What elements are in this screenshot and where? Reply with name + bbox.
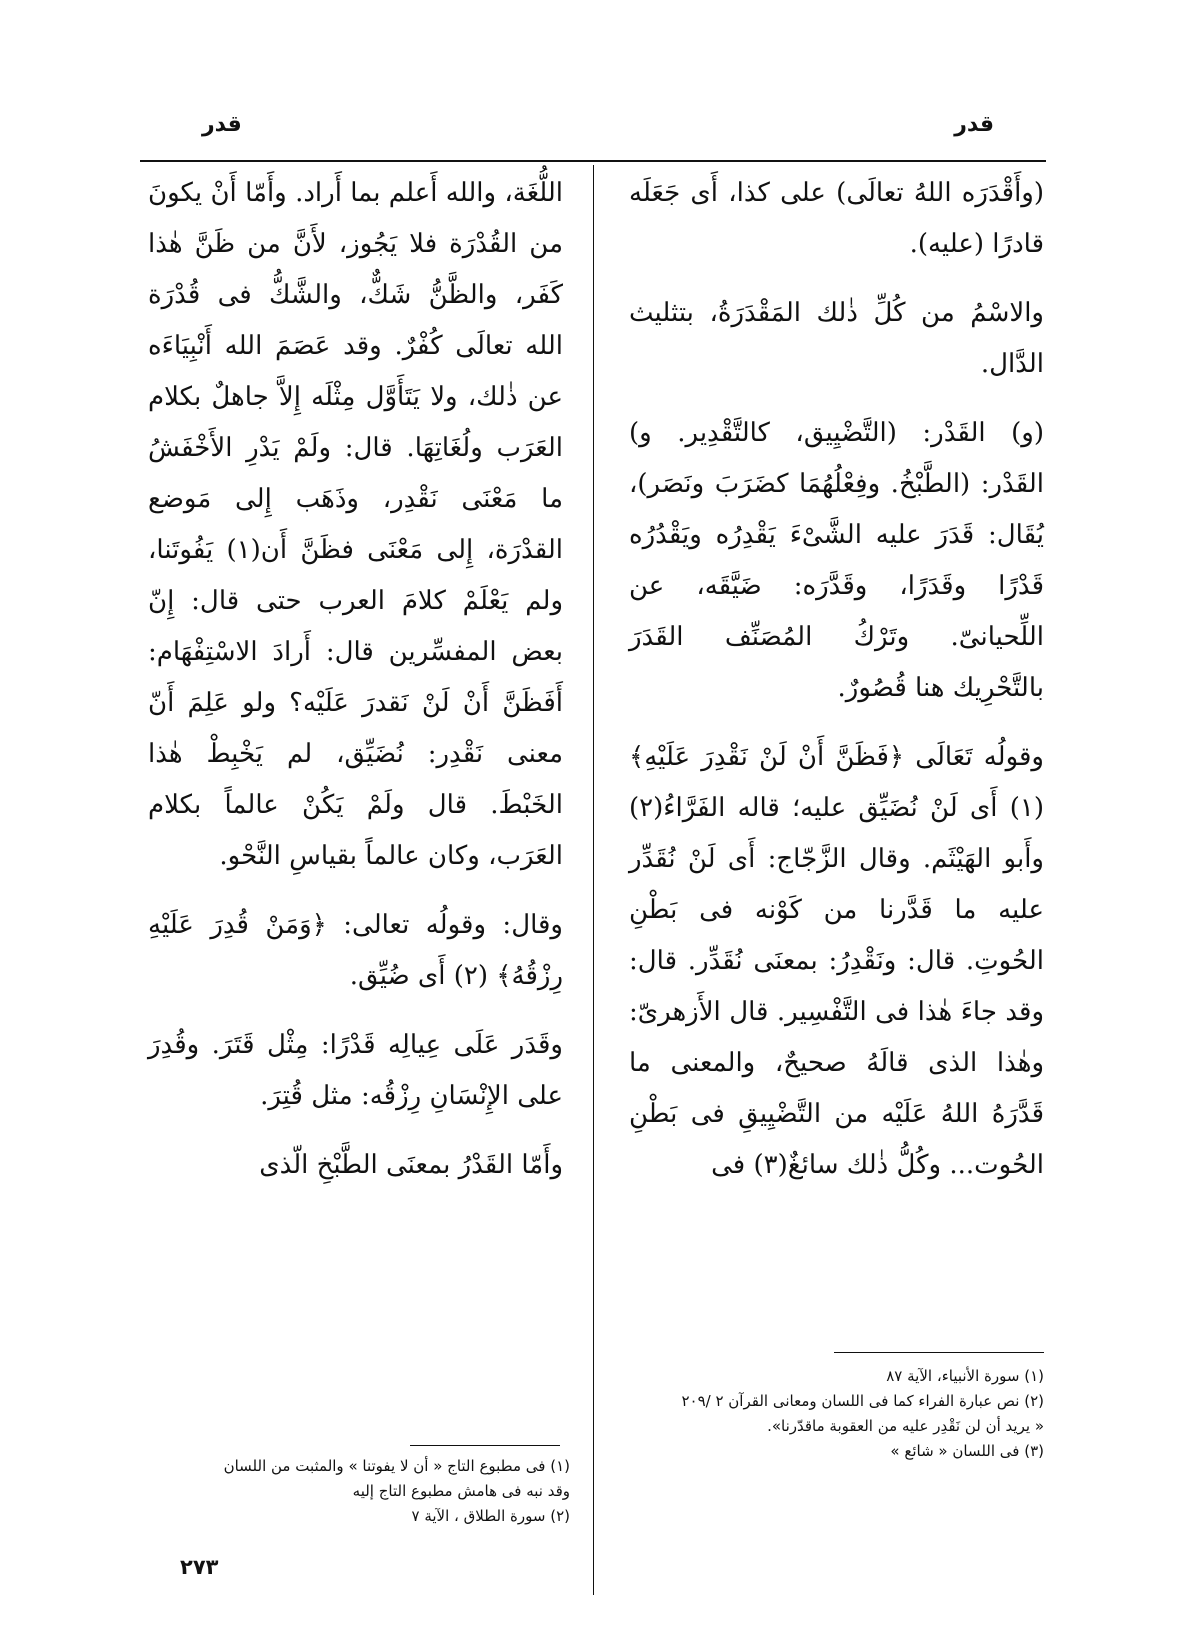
footnote: وقد نبه فى هامش مطبوع التاج إليه (352, 1482, 570, 1500)
paragraph: وقولُه تَعَالَى ﴿فَظَنَّ أَنْ لَنْ نَقْدِرَ عَلَيْهِ﴾ (١) أَى لَنْ نُضَيِّق عليه؛ قاله الفَرَّاءُ(٢) وأَبو الهَيْثَم. وقال الزَّجّاج: أَى لَنْ نُقَدِّر عليه ما قَدَّرنا من كَوْنه فى بَطْنِ الحُوتِ. قال: ونَقْدِرُ: بمعنَى نُقَدِّر. قال: وقد جاءَ هٰذا فى التَّفْسِير. قال الأَزهرىّ: وهٰذا الذى قالَهُ صحيحٌ، والمعنى ما قَدَّرَهُ اللهُ عَلَيْه من التَّضْيِيقِ فى بَطْنِ الحُوت... وكُلُّ ذٰلك سائغٌ(٣) فى (629, 742, 1044, 1180)
left-column (148, 168, 563, 1191)
paragraph: اللُّغَة، والله أَعلم بما أَراد. وأَمّا أَنْ يكونَ من القُدْرَة فلا يَجُوز، لأَنَّ من ظَنَّ هٰذا كَفَر، والظَّنُّ شَكٌّ، والشَّكُّ فى قُدْرَة الله تعالَى كُفْرٌ. وقد عَصَمَ الله أَنْبِيَاءَه عن ذٰلك، ولا يَتَأَوَّل مِثْلَه إِلاَّ جاهلٌ بكلام العَرَب ولُغَاتِهَا. قال: ولَمْ يَدْرِ الأَخْفَشُ ما مَعْنَى نَقْدِر، وذَهَب إِلى مَوضع القدْرَة، إِلى مَعْنَى فظَنَّ أَن(١) يَفُوتَنا، ولم يَعْلَمْ كلامَ العرب حتى قال: إِنّ بعض المفسِّرين قال: أَرادَ الاسْتِفْهَام: أَفَظَنَّ أَنْ لَنْ نَقدرَ عَلَيْه؟ ولو عَلِمَ أَنّ معنى نَقْدِر: نُضَيِّق، لم يَخْبِطْ هٰذا الخَبْطَ. قال ولَمْ يَكُنْ عالماً بكلام العَرَب، وكان عالماً بقياسِ النَّحْو. (148, 178, 564, 871)
column-divider (593, 165, 594, 1595)
footnote: (٢) سورة الطلاق ، الآية ٧ (411, 1507, 570, 1525)
footnotes-left (140, 1454, 570, 1529)
page-number: ٢٧٣ (180, 1555, 219, 1579)
footnotes-right (624, 1364, 1044, 1464)
paragraph: وأَمّا القَدْرُ بمعنَى الطَّبْخِ الّذى (259, 1150, 563, 1180)
paragraph: وقال: وقولُه تعالى: ﴿وَمَنْ قُدِرَ عَلَيْهِ رِزْقُهُ﴾ (٢) أَى ضُيِّق. (148, 910, 563, 991)
right-column (629, 168, 1044, 1191)
paragraph: وقَدَر عَلَى عِيالِه قَدْرًا: مِثْل قَتَرَ. وقُدِرَ على الإِنْسَانِ رِزْقُه: مثل قُتِرَ. (148, 1030, 563, 1111)
running-header-right: قدر (954, 112, 994, 137)
footnote-rule-right (834, 1352, 1044, 1353)
footnote: « يريد أن لن نَقْدِر عليه من العقوبة ماقدّرنا». (767, 1417, 1044, 1435)
paragraph: والاسْمُ من كُلِّ ذٰلك المَقْدَرَةُ، بتثليث الدَّال. (629, 298, 1044, 379)
header-rule (140, 160, 1046, 162)
footnote: (٣) فى اللسان « شائع » (890, 1442, 1044, 1460)
footnote: (١) فى مطبوع التاج « أن لا يفوتنا » والمثبت من اللسان (223, 1457, 570, 1475)
paragraph: (و) القَدْر: (التَّضْيِيق، كالتَّقْدِير. و) القَدْر: (الطَّبْخُ. وفِعْلُهُمَا كضَرَبَ ونَصَر)، يُقَال: قَدَرَ عليه الشَّىْءَ يَقْدِرُه ويَقْدُرُه قَدْرًا وقَدَرًا، وقَدَّرَه: ضَيَّقَه، عن اللِّحيانىّ. وتَرْكُ المُصَنِّف القَدَرَ بالتَّحْرِيك هنا قُصُورٌ. (629, 418, 1044, 703)
footnote: (٢) نص عبارة الفراء كما فى اللسان ومعانى القرآن ٢ /٢٠٩ (681, 1392, 1044, 1410)
paragraph: (وأَقْدَرَه اللهُ تعالَى) على كذا، أَى جَعَلَه قادرًا (عليه). (629, 178, 1044, 259)
footnote-rule-left (410, 1445, 560, 1446)
running-header-left: قدر (202, 112, 242, 137)
footnote: (١) سورة الأنبياء، الآية ٨٧ (886, 1367, 1044, 1385)
